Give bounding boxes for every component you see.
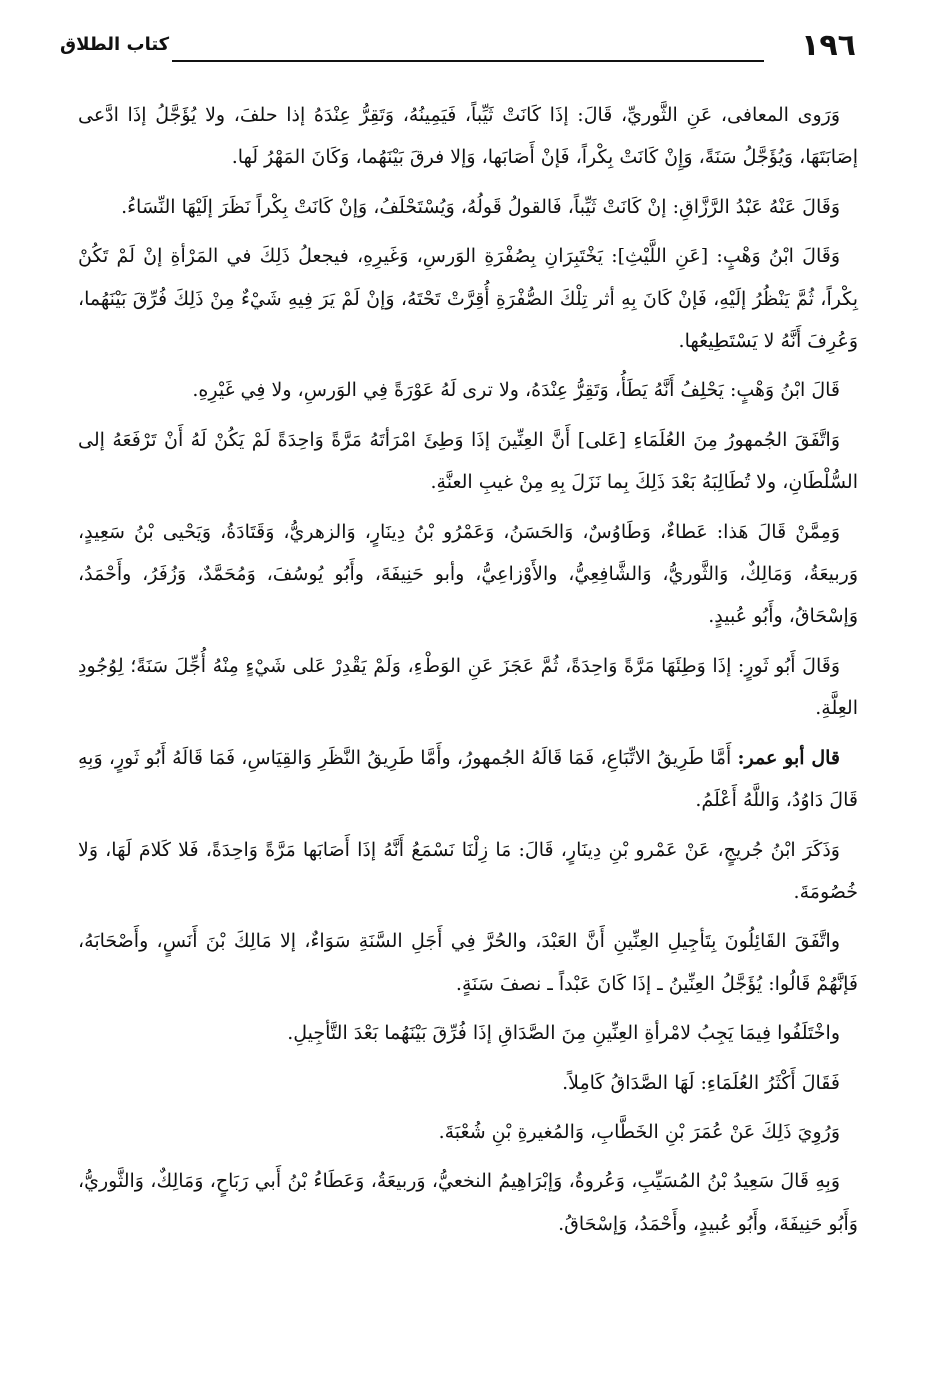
- paragraph-text: وَرُوِيَ ذَلِكَ عَنْ عُمَرَ بْنِ الخَطَّابِ، وَالمُغيرةِ بْنِ شُعْبَةَ.: [438, 1120, 840, 1143]
- paragraph: [78, 235, 858, 362]
- paragraph: [78, 94, 858, 179]
- paragraph: [78, 369, 858, 411]
- paragraph-text: وَقَالَ ابْنُ وَهْبٍ: [عَنِ اللَّيْثِ]: يَخْتَبِرَانِ بِصُفْرَةِ الوَرسِ، وَغَيرِهِ، فيجعلُ ذَلِكَ في المَرْأةِ إنْ لَمْ تَكُنْ بِكْراً، ثُمَّ يَنْظُرُ إلَيْهِ، فَإنْ كَانَ بِهِ أثر تِلْكَ الصُّفْرَةِ أُقِرَّتْ تَحْتَهُ، وَإنْ لَمْ يَرَ فِيهِ شَيْءٌ مِنْ ذَلِكَ فُرِّقَ بَيْنَهُما، وَعُرِفَ أَنَّهُ لا يَسْتَطِيعُها.: [78, 245, 858, 353]
- paragraph: [78, 419, 858, 504]
- paragraph-text: وَذَكَرَ ابْنُ جُريجٍ، عَنْ عَمْرو بْنِ دِينَارٍ، قَالَ: مَا زِلْنَا نَسْمَعُ أَنَّهُ إذَا أَصَابَها مَرَّةً وَاحِدَةً، فَلا كَلامَ لَهَا، وَلا خُصُومَةَ.: [78, 838, 858, 903]
- paragraph-text: وَاتَّفَقَ الجُمهورُ مِنَ العُلَمَاءِ [عَلى] أَنَّ العِنِّينَ إذَا وَطِئَ امْرَأتَهُ مَرَّةً وَاحِدَةً لَمْ يَكُنْ لَهُ أَنْ تَرْفَعَهُ إلى السُّلْطَانِ، ولا تُطَالِبَهُ بَعْدَ ذَلِكَ بِما نَزَلَ بِهِ مِنْ غيبِ العنَّةِ.: [78, 428, 858, 494]
- paragraph-text: وَرَوى المعافى، عَنِ الثَّوريِّ، قَالَ: إذَا كَانَتْ ثَيِّباً، فَيَمِينُهُ، وَتَقِرُّ عِنْدَهُ إذا حلفَ، ولا يُؤَجَّلُ إذَا ادَّعى إصَابَتَهَا، وَيُؤَجَّلُ سَنَةً، وَإِنْ كَانَتْ بِكْراً، فَإنْ أَصَابَها، وَإلا فرقَ بَيْنَهُما، وَكَانَ المَهْرُ لَها.: [78, 104, 858, 169]
- book-title: كتاب الطلاق: [60, 34, 170, 55]
- paragraph: [78, 186, 858, 228]
- paragraph: [78, 1012, 858, 1054]
- paragraph-text: أَمَّا طَرِيقُ الاتِّبَاعِ، فَمَا قَالَهُ الجُمهورُ، وأَمَّا طَرِيقُ النَّظَرِ وَالقِيَاسِ، فَمَا قَالَهُ أَبُو ثَورٍ، وَبِهِ قَالَ دَاوُدُ، وَاللَّهُ أَعْلَمُ.: [78, 746, 858, 812]
- paragraph: [78, 920, 858, 1005]
- paragraph-text: وَبِهِ قَالَ سَعِيدُ بْنُ المُسَيِّبِ، وَعُروةُ، وَإبْرَاهِيمُ النخعيُّ، وَربيعَةُ، وَعَطَاءُ بْنُ أَبي رَبَاحٍ، وَمَالِكٌ، وَالثَّوريُّ، وَأَبُو حَنِيفَةَ، وأَبُو عُبيدٍ، وأَحْمَدُ، وَإسْحَاقُ.: [78, 1170, 858, 1235]
- paragraph: [78, 829, 858, 914]
- paragraph-text: وَقَالَ أَبُو ثَورٍ: إذَا وَطِئَهَا مَرَّةً وَاحِدَةً، ثُمَّ عَجَزَ عَنِ الوَطْءِ، وَلَمْ يَقْدِرْ عَلى شَيْءٍ مِنْهُ أُجِّلَ سَنَةً؛ لِوُجُودِ العِلَّةِ.: [78, 654, 858, 720]
- paragraph-lead: قال أبو عمر:: [737, 746, 840, 769]
- paragraph: [78, 1111, 858, 1153]
- page-number: ١٩٦: [801, 28, 856, 63]
- page-header: [60, 28, 856, 68]
- paragraph: [78, 511, 858, 638]
- paragraph-text: وَقَالَ عَنْهُ عَبْدُ الرَّزَّاقِ: إنْ كَانَتْ ثَيِّباً، فَالقولُ قَولُهُ، وَيُسْتَحْلَفُ، وَإنْ كَانَتْ بِكْراً نَظَرَ إلَيْهَا النِّسَاءُ.: [121, 195, 840, 218]
- paragraph: [78, 1062, 858, 1104]
- body-text: [78, 94, 858, 1365]
- paragraph: [78, 1160, 858, 1245]
- paragraph: [78, 737, 858, 822]
- paragraph-text: وَمِمَّنْ قَالَ هَذا: عَطاءٌ، وَطَاوُسٌ، وَالحَسَنُ، وَعَمْرُو بْنُ دِينَارٍ، وَالزهريُّ، وَقَتَادَةُ، وَيَحْيى بْنُ سَعِيدٍ، وَربيعَةُ، وَمَالِكٌ، وَالثَّوريُّ، وَالشَّافِعِيُّ، والأَوْزاعِيُّ، وأبو حَنِيفَةَ، وأَبُو يُوسُفَ، وَمُحَمَّدٌ، وَزُفَرُ، وأَحْمَدُ، وَإسْحَاقُ، وأَبُو عُبيدٍ.: [78, 520, 858, 628]
- paragraph-text: واخْتَلَفُوا فِيمَا يَجِبُ لامْرأةِ العِنِّينِ مِنَ الصَّدَاقِ إذَا فُرِّقَ بَيْنَهُما بَعْدَ التَّأجِيلِ.: [287, 1022, 840, 1045]
- paragraph: [78, 645, 858, 730]
- paragraph-text: واتَّفَقَ القَائِلُونَ بِتَأجِيلِ العِنِّينِ أَنَّ العَبْدَ، والحُرَّ فِي أَجَلِ السَّنَةِ سَوَاءٌ، إلا مَالِكَ بْنَ أَنَسٍ، وأَصْحَابَهُ، فَإنَّهُمْ قَالُوا: يُؤَجَّلُ العِنِّينُ ـ إذَا كَانَ عَبْداً ـ نصفَ سَنَةٍ.: [78, 930, 858, 995]
- header-rule: [172, 60, 764, 62]
- paragraph-text: قَالَ ابْنُ وَهْبٍ: يَحْلِفُ أَنَّهُ يَطَأُ، وَتَقِرُّ عِنْدَهُ، ولا ترى لَهُ عَوْرَةً فِي الوَرسِ، ولا فِي غَيْرِهِ.: [192, 379, 840, 402]
- paragraph-text: فَقَالَ أَكْثَرُ العُلَمَاءِ: لَهَا الصَّدَاقُ كَامِلاً.: [562, 1071, 840, 1094]
